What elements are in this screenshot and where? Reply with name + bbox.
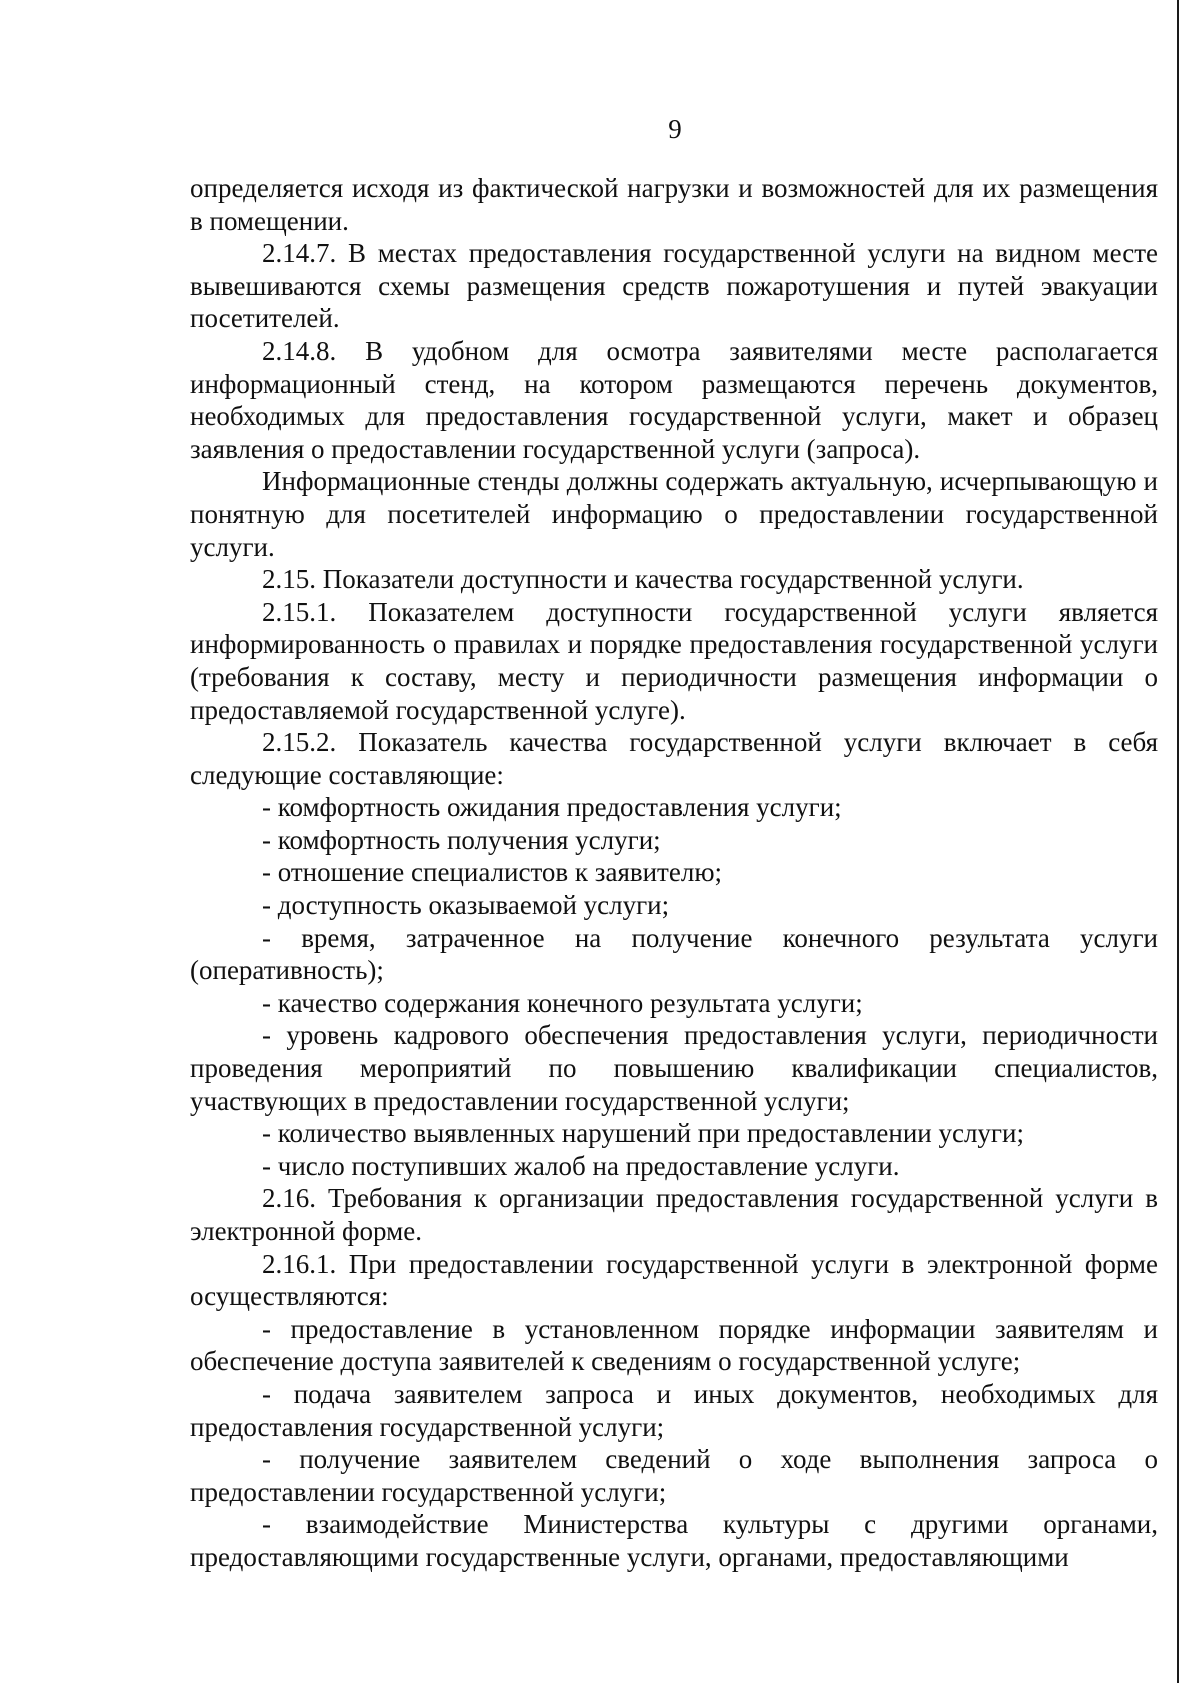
page-edge-line [1177, 0, 1179, 1683]
document-body [190, 172, 1158, 1574]
list-item: - число поступивших жалоб на предоставление услуги. [262, 1150, 900, 1181]
list-item: - комфортность получения услуги; [262, 824, 661, 855]
paragraph-2-14-8: 2.14.8. В удобном для осмотра заявителями месте располагается информационный стенд, на котором размещаются перечень документов, необходимых для предоставления государственной услуги, макет и образец заявления о предоставлении государственной услуги (запроса). [190, 335, 1158, 464]
paragraph-continuation: определяется исходя из фактической нагрузки и возможностей для их размещения в помещении. [190, 173, 1158, 236]
list-item: - количество выявленных нарушений при предоставлении услуги; [262, 1118, 1024, 1149]
list-item: - время, затраченное на получение конечного результата услуги (оперативность); [190, 922, 1158, 986]
list-item: - взаимодействие Министерства культуры с другими органами, предоставляющими государственные услуги, органами, предоставляющими [190, 1509, 1158, 1572]
paragraph-2-16-1: 2.16.1. При предоставлении государственной услуги в электронной форме осуществляются: [190, 1248, 1158, 1312]
paragraph-2-15-2: 2.15.2. Показатель качества государственной услуги включает в себя следующие составляющие: [190, 727, 1158, 790]
list-item: - получение заявителем сведений о ходе выполнения запроса о предоставлении государственной услуги; [190, 1444, 1158, 1507]
list-item: - уровень кадрового обеспечения предоставления услуги, периодичности проведения мероприятий по повышению квалификации специалистов, участвующих в предоставлении государственной услуги; [190, 1020, 1158, 1116]
list-item: - подача заявителем запроса и иных документов, необходимых для предоставления государственной услуги; [190, 1378, 1158, 1442]
list-item: - качество содержания конечного результата услуги; [262, 987, 863, 1018]
list-item: - комфортность ожидания предоставления услуги; [262, 792, 842, 823]
list-item: - доступность оказываемой услуги; [262, 890, 670, 921]
list-item: - отношение специалистов к заявителю; [262, 857, 722, 888]
list-item: - предоставление в установленном порядке информации заявителям и обеспечение доступа заявителей к сведениям о государственной услуге; [190, 1313, 1158, 1377]
paragraph-info-stands: Информационные стенды должны содержать актуальную, исчерпывающую и понятную для посетителей информацию о предоставлении государственной услуги. [190, 466, 1158, 562]
paragraph-2-14-7: 2.14.7. В местах предоставления государственной услуги на видном месте вывешиваются схемы размещения средств пожаротушения и путей эвакуации посетителей. [190, 238, 1158, 334]
page-number: 9 [668, 114, 682, 144]
paragraph-2-15: 2.15. Показатели доступности и качества государственной услуги. [262, 564, 1024, 595]
paragraph-2-15-1: 2.15.1. Показателем доступности государственной услуги является информированность о правилах и порядке предоставления государственной услуги (требования к составу, месту и периодичности размещения информации о предоставляемой государственной услуге). [190, 596, 1158, 725]
paragraph-2-16: 2.16. Требования к организации предоставления государственной услуги в электронной форме. [190, 1183, 1158, 1246]
